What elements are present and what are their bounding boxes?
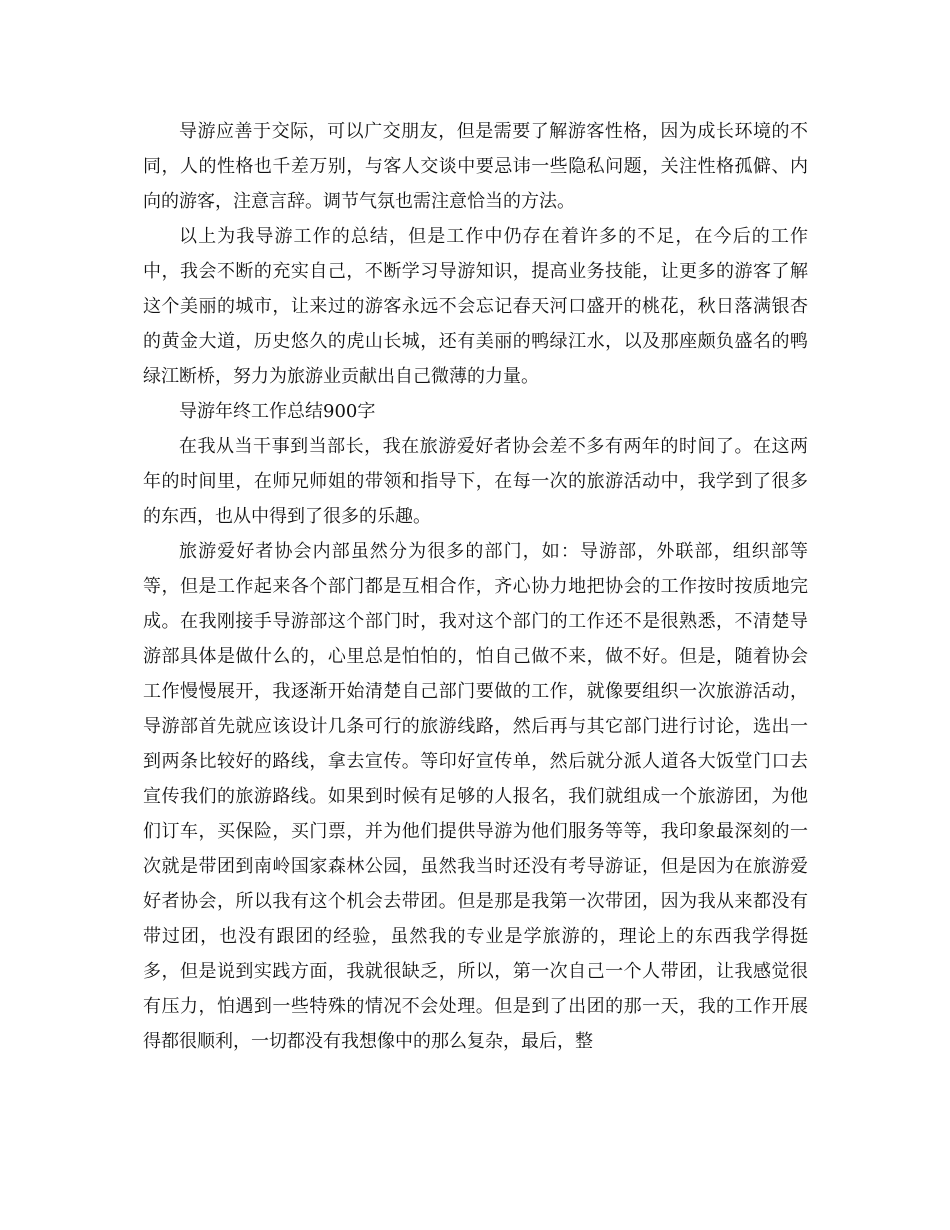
paragraph-social-skills: 导游应善于交际，可以广交朋友，但是需要了解游客性格，因为成长环境的不同，人的性格也千差万别，与客人交谈中要忌讳一些隐私问题，关注性格孤僻、内向的游客，注意言辞。调节气氛也需注意恰当的方法。 xyxy=(143,121,808,212)
section-title: 导游年终工作总结900字 xyxy=(179,401,376,422)
paragraph-department-work: 旅游爱好者协会内部虽然分为很多的部门，如：导游部，外联部，组织部等等，但是工作起来各个部门都是互相合作，齐心协力地把协会的工作按时按质地完成。在我刚接手导游部这个部门时，我对这个部门的工作还不是很熟悉，不清楚导游部具体是做什么的，心里总是怕怕的，怕自己做不来，做不好。但是，随着协会工作慢慢展开，我逐渐开始清楚自己部门要做的工作，就像要组织一次旅游活动，导游部首先就应该设计几条可行的旅游线路，然后再与其它部门进行讨论，选出一到两条比较好的路线，拿去宣传。等印好宣传单，然后就分派人道各大饭堂门口去宣传我们的旅游路线。如果到时候有足够的人报名，我们就组成一个旅游团，为他们订车，买保险，买门票，并为他们提供导游为他们服务等等，我印象最深刻的一次就是带团到南岭国家森林公园，虽然我当时还没有考导游证，但是因为在旅游爱好者协会，所以我有这个机会去带团。但是那是我第一次带团，因为我从来都没有带过团，也没有跟团的经验，虽然我的专业是学旅游的，理论上的东西我学得挺多，但是说到实践方面，我就很缺乏，所以，第一次自己一个人带团，让我感觉很有压力，怕遇到一些特殊的情况不会处理。但是到了出团的那一天，我的工作开展得都很顺利，一切都没有我想像中的那么复杂，最后，整 xyxy=(143,541,808,1052)
document-page xyxy=(143,114,808,1059)
paragraph-association-intro: 在我从当干事到当部长，我在旅游爱好者协会差不多有两年的时间了。在这两年的时间里，在师兄师姐的带领和指导下，在每一次的旅游活动中，我学到了很多的东西，也从中得到了很多的乐趣。 xyxy=(143,436,808,527)
paragraph-work-summary: 以上为我导游工作的总结，但是工作中仍存在着许多的不足，在今后的工作中，我会不断的充实自己，不断学习导游知识，提高业务技能，让更多的游客了解这个美丽的城市，让来过的游客永远不会忘记春天河口盛开的桃花，秋日落满银杏的黄金大道，历史悠久的虎山长城，还有美丽的鸭绿江水，以及那座颇负盛名的鸭绿江断桥，努力为旅游业贡献出自己微薄的力量。 xyxy=(143,226,808,387)
